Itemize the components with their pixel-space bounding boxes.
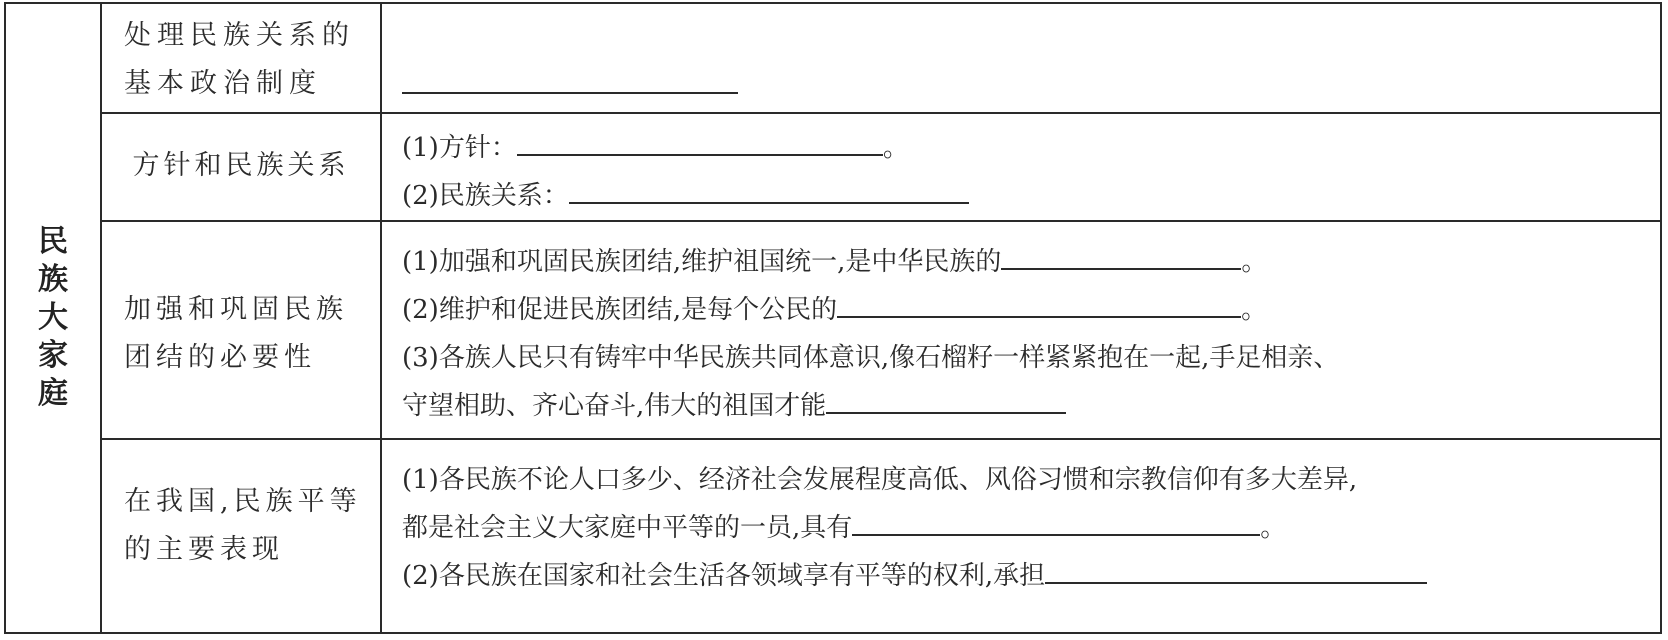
list-item: (1)加强和巩固民族团结,维护祖国统一,是中华民族的 。 (402, 238, 1652, 286)
row-divider-2 (100, 220, 1660, 222)
row-label-3: 加强和巩固民族团结的必要性 (124, 294, 348, 373)
answer-blank[interactable] (1045, 552, 1427, 584)
row-divider-1 (100, 112, 1660, 114)
row-content-1 (402, 14, 1652, 110)
answer-blank[interactable] (837, 286, 1241, 318)
list-item: (1)方针： 。 (402, 124, 1652, 172)
row-label-4: 在我国,民族平等的主要表现 (124, 486, 362, 565)
row-label-2: 方针和民族关系 (132, 150, 350, 181)
section-title: 民族大家庭 (38, 224, 68, 411)
row-content-4 (402, 456, 1652, 600)
answer-blank[interactable] (852, 504, 1260, 536)
list-item: (2)民族关系： (402, 172, 1652, 220)
worksheet-table (4, 2, 1662, 634)
section-title-cell (6, 4, 100, 632)
list-item: (2)各民族在国家和社会生活各领域享有平等的权利,承担 (402, 552, 1652, 600)
answer-blank[interactable] (1001, 238, 1241, 270)
list-item: (1)各民族不论人口多少、经济社会发展程度高低、风俗习惯和宗教信仰有多大差异, (402, 465, 1358, 495)
answer-blank[interactable] (517, 124, 883, 156)
answer-blank[interactable] (569, 172, 969, 204)
column-divider-1 (100, 4, 102, 632)
row-content-3 (402, 238, 1652, 430)
list-item: (3)各族人民只有铸牢中华民族共同体意识,像石榴籽一样紧紧抱在一起,手足相亲、 (402, 343, 1340, 373)
answer-line[interactable] (402, 62, 1652, 110)
list-item: (2)维护和促进民族团结,是每个公民的 。 (402, 286, 1652, 334)
list-item: 都是社会主义大家庭中平等的一员,具有 。 (402, 504, 1652, 552)
answer-blank[interactable] (826, 382, 1066, 414)
column-divider-2 (380, 4, 382, 632)
row-divider-3 (100, 438, 1660, 440)
row-content-2 (402, 124, 1652, 220)
row-label-1: 处理民族关系的基本政治制度 (124, 20, 355, 99)
list-item: 守望相助、齐心奋斗,伟大的祖国才能 (402, 382, 1652, 430)
